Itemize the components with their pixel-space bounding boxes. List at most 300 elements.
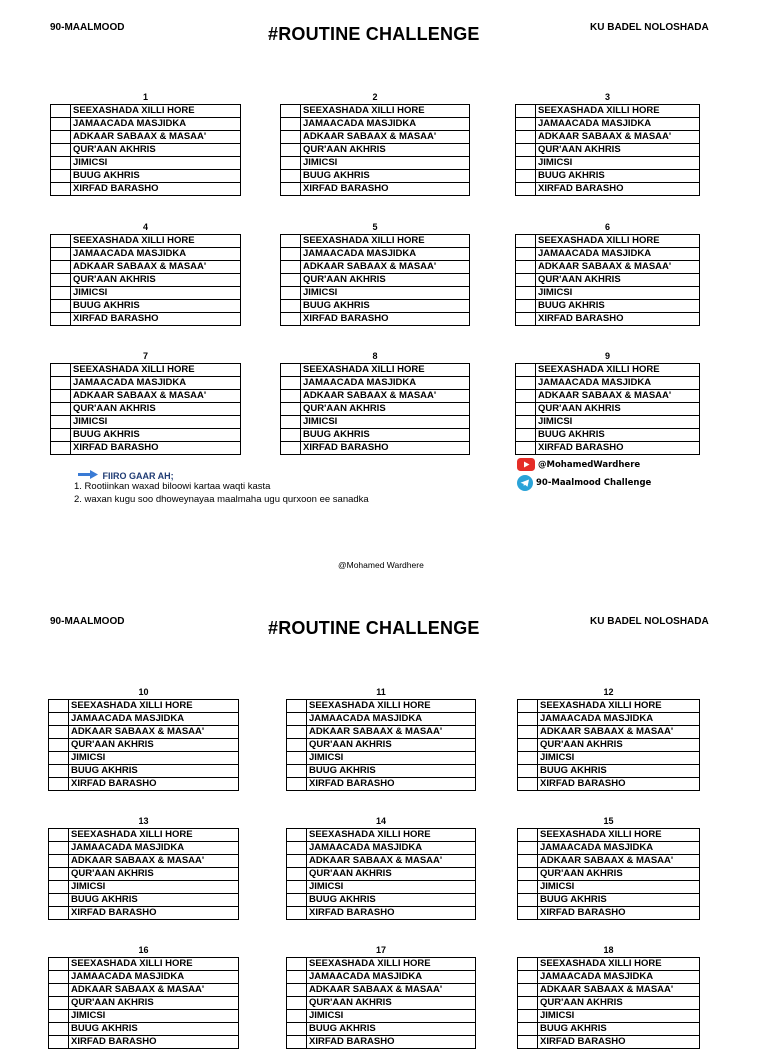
- task-label: JAMAACADA MASJIDKA: [538, 971, 700, 984]
- task-checkbox-cell[interactable]: [287, 1023, 307, 1036]
- task-checkbox-cell[interactable]: [287, 700, 307, 713]
- task-label: JAMAACADA MASJIDKA: [538, 713, 700, 726]
- task-checkbox-cell[interactable]: [516, 235, 536, 248]
- task-checkbox-cell[interactable]: [287, 907, 307, 920]
- task-row: [516, 144, 700, 157]
- task-label: JAMAACADA MASJIDKA: [71, 118, 241, 131]
- note-line-1: 1. Rootiinkan waxad biloowi kartaa waqti kasta: [74, 481, 271, 492]
- task-row: [516, 313, 700, 326]
- task-checkbox-cell[interactable]: [287, 739, 307, 752]
- task-checkbox-cell[interactable]: [49, 726, 69, 739]
- task-checkbox-cell[interactable]: [516, 442, 536, 455]
- task-row: [49, 997, 239, 1010]
- task-label: QUR'AAN AKHRIS: [69, 868, 239, 881]
- task-label: JIMICSI: [301, 157, 470, 170]
- task-checkbox-cell[interactable]: [518, 765, 538, 778]
- task-row: [51, 403, 241, 416]
- task-checkbox-cell[interactable]: [281, 248, 301, 261]
- task-row: [516, 377, 700, 390]
- task-checkbox-cell[interactable]: [287, 713, 307, 726]
- task-checkbox-cell[interactable]: [281, 261, 301, 274]
- task-label: QUR'AAN AKHRIS: [538, 997, 700, 1010]
- task-row: [281, 183, 470, 196]
- task-checkbox-cell[interactable]: [518, 713, 538, 726]
- task-checkbox-cell[interactable]: [518, 1036, 538, 1049]
- task-row: [51, 287, 241, 300]
- task-checkbox-cell[interactable]: [518, 894, 538, 907]
- day-number: 18: [603, 945, 614, 955]
- task-row: [518, 868, 700, 881]
- task-checkbox-cell[interactable]: [516, 157, 536, 170]
- youtube-icon: [517, 458, 535, 471]
- task-label: SEEXASHADA XILLI HORE: [301, 105, 470, 118]
- task-checkbox-cell[interactable]: [516, 261, 536, 274]
- task-label: XIRFAD BARASHO: [71, 313, 241, 326]
- notes-heading: FIIRO GAAR AH;: [102, 471, 174, 481]
- task-checkbox-cell[interactable]: [518, 907, 538, 920]
- task-checkbox-cell[interactable]: [49, 894, 69, 907]
- note-line-2: 2. waxan kugu soo dhoweynayaa maalmaha ugu qurxoon ee sanadka: [74, 494, 369, 505]
- task-row: [287, 855, 476, 868]
- task-row: [516, 287, 700, 300]
- task-checkbox-cell[interactable]: [516, 364, 536, 377]
- task-label: ADKAAR SABAAX & MASAA': [307, 984, 476, 997]
- task-row: [51, 105, 241, 118]
- task-row: [51, 313, 241, 326]
- task-label: ADKAAR SABAAX & MASAA': [538, 855, 700, 868]
- task-label: QUR'AAN AKHRIS: [69, 997, 239, 1010]
- task-row: [287, 700, 476, 713]
- task-checkbox-cell[interactable]: [49, 868, 69, 881]
- task-checkbox-cell[interactable]: [51, 390, 71, 403]
- task-row: [287, 1023, 476, 1036]
- task-checkbox-cell[interactable]: [49, 765, 69, 778]
- youtube-handle: @MohamedWardhere: [538, 459, 641, 470]
- task-checkbox-cell[interactable]: [516, 287, 536, 300]
- task-label: JAMAACADA MASJIDKA: [307, 713, 476, 726]
- task-checkbox-cell[interactable]: [516, 144, 536, 157]
- task-checkbox-cell[interactable]: [518, 984, 538, 997]
- task-checkbox-cell[interactable]: [51, 105, 71, 118]
- day-number: 11: [376, 687, 386, 697]
- task-label: ADKAAR SABAAX & MASAA': [301, 261, 470, 274]
- task-row: [49, 700, 239, 713]
- task-checkbox-cell[interactable]: [287, 997, 307, 1010]
- task-label: BUUG AKHRIS: [301, 170, 470, 183]
- task-row: [49, 1036, 239, 1049]
- task-checkbox-cell[interactable]: [287, 855, 307, 868]
- task-checkbox-cell[interactable]: [518, 1023, 538, 1036]
- task-label: XIRFAD BARASHO: [538, 1036, 700, 1049]
- task-checkbox-cell[interactable]: [281, 105, 301, 118]
- task-checkbox-cell[interactable]: [49, 1010, 69, 1023]
- task-checkbox-cell[interactable]: [51, 416, 71, 429]
- task-row: [49, 958, 239, 971]
- task-row: [518, 713, 700, 726]
- task-label: ADKAAR SABAAX & MASAA': [307, 855, 476, 868]
- task-row: [518, 997, 700, 1010]
- task-row: [51, 274, 241, 287]
- task-row: [281, 144, 470, 157]
- task-label: SEEXASHADA XILLI HORE: [538, 829, 700, 842]
- day-table: [515, 104, 700, 196]
- task-label: JAMAACADA MASJIDKA: [307, 842, 476, 855]
- task-checkbox-cell[interactable]: [49, 842, 69, 855]
- task-checkbox-cell[interactable]: [51, 313, 71, 326]
- task-label: SEEXASHADA XILLI HORE: [69, 829, 239, 842]
- task-checkbox-cell[interactable]: [518, 958, 538, 971]
- task-row: [49, 778, 239, 791]
- task-checkbox-cell[interactable]: [51, 261, 71, 274]
- task-checkbox-cell[interactable]: [518, 752, 538, 765]
- task-checkbox-cell[interactable]: [287, 752, 307, 765]
- task-checkbox-cell[interactable]: [516, 118, 536, 131]
- task-label: SEEXASHADA XILLI HORE: [69, 958, 239, 971]
- task-row: [287, 881, 476, 894]
- task-checkbox-cell[interactable]: [49, 958, 69, 971]
- task-checkbox-cell[interactable]: [518, 855, 538, 868]
- task-checkbox-cell[interactable]: [516, 170, 536, 183]
- day-table: [280, 363, 470, 455]
- task-row: [51, 248, 241, 261]
- task-row: [518, 1010, 700, 1023]
- task-checkbox-cell[interactable]: [51, 235, 71, 248]
- task-checkbox-cell[interactable]: [51, 183, 71, 196]
- task-row: [49, 907, 239, 920]
- task-label: JIMICSI: [69, 1010, 239, 1023]
- task-checkbox-cell[interactable]: [281, 390, 301, 403]
- page-title: #ROUTINE CHALLENGE: [268, 24, 480, 44]
- task-checkbox-cell[interactable]: [287, 1010, 307, 1023]
- task-label: QUR'AAN AKHRIS: [536, 274, 700, 287]
- task-checkbox-cell[interactable]: [516, 248, 536, 261]
- task-row: [516, 261, 700, 274]
- task-label: ADKAAR SABAAX & MASAA': [536, 131, 700, 144]
- task-row: [516, 170, 700, 183]
- task-checkbox-cell[interactable]: [51, 429, 71, 442]
- task-label: JIMICSI: [538, 1010, 700, 1023]
- task-checkbox-cell[interactable]: [51, 118, 71, 131]
- task-checkbox-cell[interactable]: [516, 300, 536, 313]
- task-row: [51, 429, 241, 442]
- day-number: 5: [372, 222, 378, 232]
- task-checkbox-cell[interactable]: [287, 829, 307, 842]
- task-label: ADKAAR SABAAX & MASAA': [301, 390, 470, 403]
- task-row: [518, 765, 700, 778]
- task-checkbox-cell[interactable]: [51, 248, 71, 261]
- task-label: JAMAACADA MASJIDKA: [536, 377, 700, 390]
- task-row: [49, 752, 239, 765]
- task-checkbox-cell[interactable]: [518, 700, 538, 713]
- task-label: SEEXASHADA XILLI HORE: [536, 235, 700, 248]
- task-checkbox-cell[interactable]: [49, 1023, 69, 1036]
- task-label: JAMAACADA MASJIDKA: [301, 248, 470, 261]
- task-row: [49, 984, 239, 997]
- task-label: JAMAACADA MASJIDKA: [536, 118, 700, 131]
- day-table: [50, 363, 241, 455]
- task-row: [49, 842, 239, 855]
- task-checkbox-cell[interactable]: [49, 713, 69, 726]
- task-row: [281, 364, 470, 377]
- task-label: JIMICSI: [307, 1010, 476, 1023]
- task-checkbox-cell[interactable]: [516, 390, 536, 403]
- day-number: 13: [138, 816, 149, 826]
- task-label: BUUG AKHRIS: [69, 1023, 239, 1036]
- task-checkbox-cell[interactable]: [51, 377, 71, 390]
- task-checkbox-cell[interactable]: [49, 881, 69, 894]
- task-label: XIRFAD BARASHO: [301, 313, 470, 326]
- task-checkbox-cell[interactable]: [49, 700, 69, 713]
- task-checkbox-cell[interactable]: [516, 403, 536, 416]
- task-checkbox-cell[interactable]: [49, 739, 69, 752]
- task-row: [51, 416, 241, 429]
- telegram-row: [517, 475, 651, 491]
- day-number: 1: [142, 92, 148, 102]
- task-checkbox-cell[interactable]: [281, 118, 301, 131]
- task-row: [518, 778, 700, 791]
- task-checkbox-cell[interactable]: [281, 403, 301, 416]
- task-checkbox-cell[interactable]: [281, 442, 301, 455]
- task-row: [287, 726, 476, 739]
- task-label: JAMAACADA MASJIDKA: [69, 713, 239, 726]
- task-checkbox-cell[interactable]: [516, 131, 536, 144]
- task-label: BUUG AKHRIS: [538, 765, 700, 778]
- day-table: [286, 828, 476, 920]
- telegram-channel: 90-Maalmood Challenge: [536, 478, 652, 488]
- task-checkbox-cell[interactable]: [281, 157, 301, 170]
- task-checkbox-cell[interactable]: [281, 313, 301, 326]
- day-table: [517, 828, 700, 920]
- task-checkbox-cell[interactable]: [518, 829, 538, 842]
- task-label: QUR'AAN AKHRIS: [301, 274, 470, 287]
- task-label: BUUG AKHRIS: [71, 170, 241, 183]
- task-checkbox-cell[interactable]: [51, 131, 71, 144]
- task-label: SEEXASHADA XILLI HORE: [538, 700, 700, 713]
- task-label: ADKAAR SABAAX & MASAA': [536, 261, 700, 274]
- task-label: JIMICSI: [69, 752, 239, 765]
- task-row: [287, 971, 476, 984]
- task-checkbox-cell[interactable]: [51, 442, 71, 455]
- task-label: XIRFAD BARASHO: [69, 778, 239, 791]
- task-checkbox-cell[interactable]: [281, 300, 301, 313]
- task-label: JIMICSI: [307, 752, 476, 765]
- task-row: [516, 235, 700, 248]
- task-checkbox-cell[interactable]: [281, 377, 301, 390]
- day-number: 10: [138, 687, 149, 697]
- task-row: [281, 274, 470, 287]
- task-label: XIRFAD BARASHO: [307, 1036, 476, 1049]
- task-row: [518, 958, 700, 971]
- task-checkbox-cell[interactable]: [51, 300, 71, 313]
- task-checkbox-cell[interactable]: [516, 105, 536, 118]
- day-number: 6: [604, 222, 610, 232]
- task-row: [281, 416, 470, 429]
- task-checkbox-cell[interactable]: [281, 144, 301, 157]
- task-checkbox-cell[interactable]: [49, 907, 69, 920]
- task-row: [516, 442, 700, 455]
- task-checkbox-cell[interactable]: [287, 894, 307, 907]
- task-row: [281, 300, 470, 313]
- task-label: ADKAAR SABAAX & MASAA': [536, 390, 700, 403]
- task-label: JAMAACADA MASJIDKA: [69, 971, 239, 984]
- task-row: [49, 1023, 239, 1036]
- task-checkbox-cell[interactable]: [518, 868, 538, 881]
- task-row: [516, 105, 700, 118]
- task-row: [281, 442, 470, 455]
- task-checkbox-cell[interactable]: [49, 1036, 69, 1049]
- task-row: [51, 144, 241, 157]
- day-number: 12: [603, 687, 614, 697]
- task-checkbox-cell[interactable]: [51, 403, 71, 416]
- task-label: QUR'AAN AKHRIS: [69, 739, 239, 752]
- day-table: [517, 699, 700, 791]
- task-label: XIRFAD BARASHO: [307, 907, 476, 920]
- task-checkbox-cell[interactable]: [281, 274, 301, 287]
- task-label: ADKAAR SABAAX & MASAA': [69, 855, 239, 868]
- task-checkbox-cell[interactable]: [49, 778, 69, 791]
- task-checkbox-cell[interactable]: [287, 726, 307, 739]
- task-row: [287, 997, 476, 1010]
- task-checkbox-cell[interactable]: [281, 364, 301, 377]
- task-checkbox-cell[interactable]: [518, 842, 538, 855]
- task-checkbox-cell[interactable]: [281, 287, 301, 300]
- task-row: [51, 300, 241, 313]
- task-checkbox-cell[interactable]: [287, 842, 307, 855]
- task-checkbox-cell[interactable]: [51, 157, 71, 170]
- task-checkbox-cell[interactable]: [287, 881, 307, 894]
- task-checkbox-cell[interactable]: [287, 868, 307, 881]
- task-row: [51, 170, 241, 183]
- task-row: [281, 390, 470, 403]
- task-row: [49, 971, 239, 984]
- day-number: 17: [375, 945, 386, 955]
- task-label: SEEXASHADA XILLI HORE: [301, 364, 470, 377]
- task-label: BUUG AKHRIS: [536, 170, 700, 183]
- task-label: BUUG AKHRIS: [307, 894, 476, 907]
- task-checkbox-cell[interactable]: [281, 170, 301, 183]
- task-label: XIRFAD BARASHO: [536, 442, 700, 455]
- task-label: SEEXASHADA XILLI HORE: [301, 235, 470, 248]
- task-checkbox-cell[interactable]: [287, 778, 307, 791]
- day-number: 4: [142, 222, 148, 232]
- youtube-row: [517, 458, 640, 471]
- task-row: [49, 855, 239, 868]
- task-checkbox-cell[interactable]: [281, 235, 301, 248]
- day-table: [50, 104, 241, 196]
- task-checkbox-cell[interactable]: [516, 377, 536, 390]
- task-checkbox-cell[interactable]: [518, 1010, 538, 1023]
- task-checkbox-cell[interactable]: [518, 778, 538, 791]
- task-checkbox-cell[interactable]: [516, 313, 536, 326]
- task-row: [516, 274, 700, 287]
- task-label: BUUG AKHRIS: [536, 429, 700, 442]
- task-checkbox-cell[interactable]: [281, 429, 301, 442]
- task-checkbox-cell[interactable]: [516, 416, 536, 429]
- task-label: JIMICSI: [538, 752, 700, 765]
- task-label: BUUG AKHRIS: [536, 300, 700, 313]
- task-checkbox-cell[interactable]: [287, 958, 307, 971]
- task-label: SEEXASHADA XILLI HORE: [536, 105, 700, 118]
- task-checkbox-cell[interactable]: [49, 829, 69, 842]
- task-checkbox-cell[interactable]: [518, 881, 538, 894]
- task-checkbox-cell[interactable]: [51, 170, 71, 183]
- task-checkbox-cell[interactable]: [281, 183, 301, 196]
- task-checkbox-cell[interactable]: [287, 984, 307, 997]
- task-row: [281, 403, 470, 416]
- task-label: QUR'AAN AKHRIS: [71, 274, 241, 287]
- task-label: JAMAACADA MASJIDKA: [301, 377, 470, 390]
- task-label: JAMAACADA MASJIDKA: [536, 248, 700, 261]
- task-checkbox-cell[interactable]: [49, 971, 69, 984]
- task-checkbox-cell[interactable]: [281, 416, 301, 429]
- day-number: 15: [603, 816, 614, 826]
- task-checkbox-cell[interactable]: [518, 997, 538, 1010]
- task-checkbox-cell[interactable]: [516, 429, 536, 442]
- task-row: [516, 364, 700, 377]
- task-label: JIMICSI: [301, 416, 470, 429]
- task-row: [518, 984, 700, 997]
- task-row: [51, 261, 241, 274]
- task-checkbox-cell[interactable]: [51, 144, 71, 157]
- task-label: BUUG AKHRIS: [538, 1023, 700, 1036]
- task-checkbox-cell[interactable]: [516, 274, 536, 287]
- day-table: [280, 234, 470, 326]
- task-checkbox-cell[interactable]: [287, 765, 307, 778]
- task-row: [281, 377, 470, 390]
- task-checkbox-cell[interactable]: [51, 287, 71, 300]
- task-label: JAMAACADA MASJIDKA: [71, 248, 241, 261]
- task-label: ADKAAR SABAAX & MASAA': [538, 726, 700, 739]
- task-label: QUR'AAN AKHRIS: [71, 403, 241, 416]
- task-label: QUR'AAN AKHRIS: [71, 144, 241, 157]
- task-checkbox-cell[interactable]: [281, 131, 301, 144]
- task-row: [281, 248, 470, 261]
- task-row: [281, 235, 470, 248]
- task-checkbox-cell[interactable]: [516, 183, 536, 196]
- task-label: ADKAAR SABAAX & MASAA': [69, 984, 239, 997]
- task-checkbox-cell[interactable]: [518, 971, 538, 984]
- task-row: [287, 1010, 476, 1023]
- task-label: JIMICSI: [71, 157, 241, 170]
- task-label: ADKAAR SABAAX & MASAA': [301, 131, 470, 144]
- task-checkbox-cell[interactable]: [287, 971, 307, 984]
- task-checkbox-cell[interactable]: [49, 997, 69, 1010]
- task-checkbox-cell[interactable]: [49, 855, 69, 868]
- task-label: BUUG AKHRIS: [301, 300, 470, 313]
- task-checkbox-cell[interactable]: [51, 364, 71, 377]
- task-checkbox-cell[interactable]: [49, 752, 69, 765]
- arrow-right-icon: [78, 470, 98, 479]
- task-label: SEEXASHADA XILLI HORE: [307, 829, 476, 842]
- task-checkbox-cell[interactable]: [49, 984, 69, 997]
- task-row: [287, 778, 476, 791]
- task-label: BUUG AKHRIS: [71, 429, 241, 442]
- task-label: BUUG AKHRIS: [301, 429, 470, 442]
- task-checkbox-cell[interactable]: [287, 1036, 307, 1049]
- task-row: [49, 829, 239, 842]
- task-row: [287, 752, 476, 765]
- task-checkbox-cell[interactable]: [518, 726, 538, 739]
- header-right-label: KU BADEL NOLOSHADA: [590, 22, 709, 33]
- task-checkbox-cell[interactable]: [518, 739, 538, 752]
- task-checkbox-cell[interactable]: [51, 274, 71, 287]
- day-number: 8: [372, 351, 378, 361]
- task-row: [516, 157, 700, 170]
- task-label: ADKAAR SABAAX & MASAA': [71, 390, 241, 403]
- task-label: JIMICSI: [538, 881, 700, 894]
- task-row: [281, 287, 470, 300]
- task-label: SEEXASHADA XILLI HORE: [71, 105, 241, 118]
